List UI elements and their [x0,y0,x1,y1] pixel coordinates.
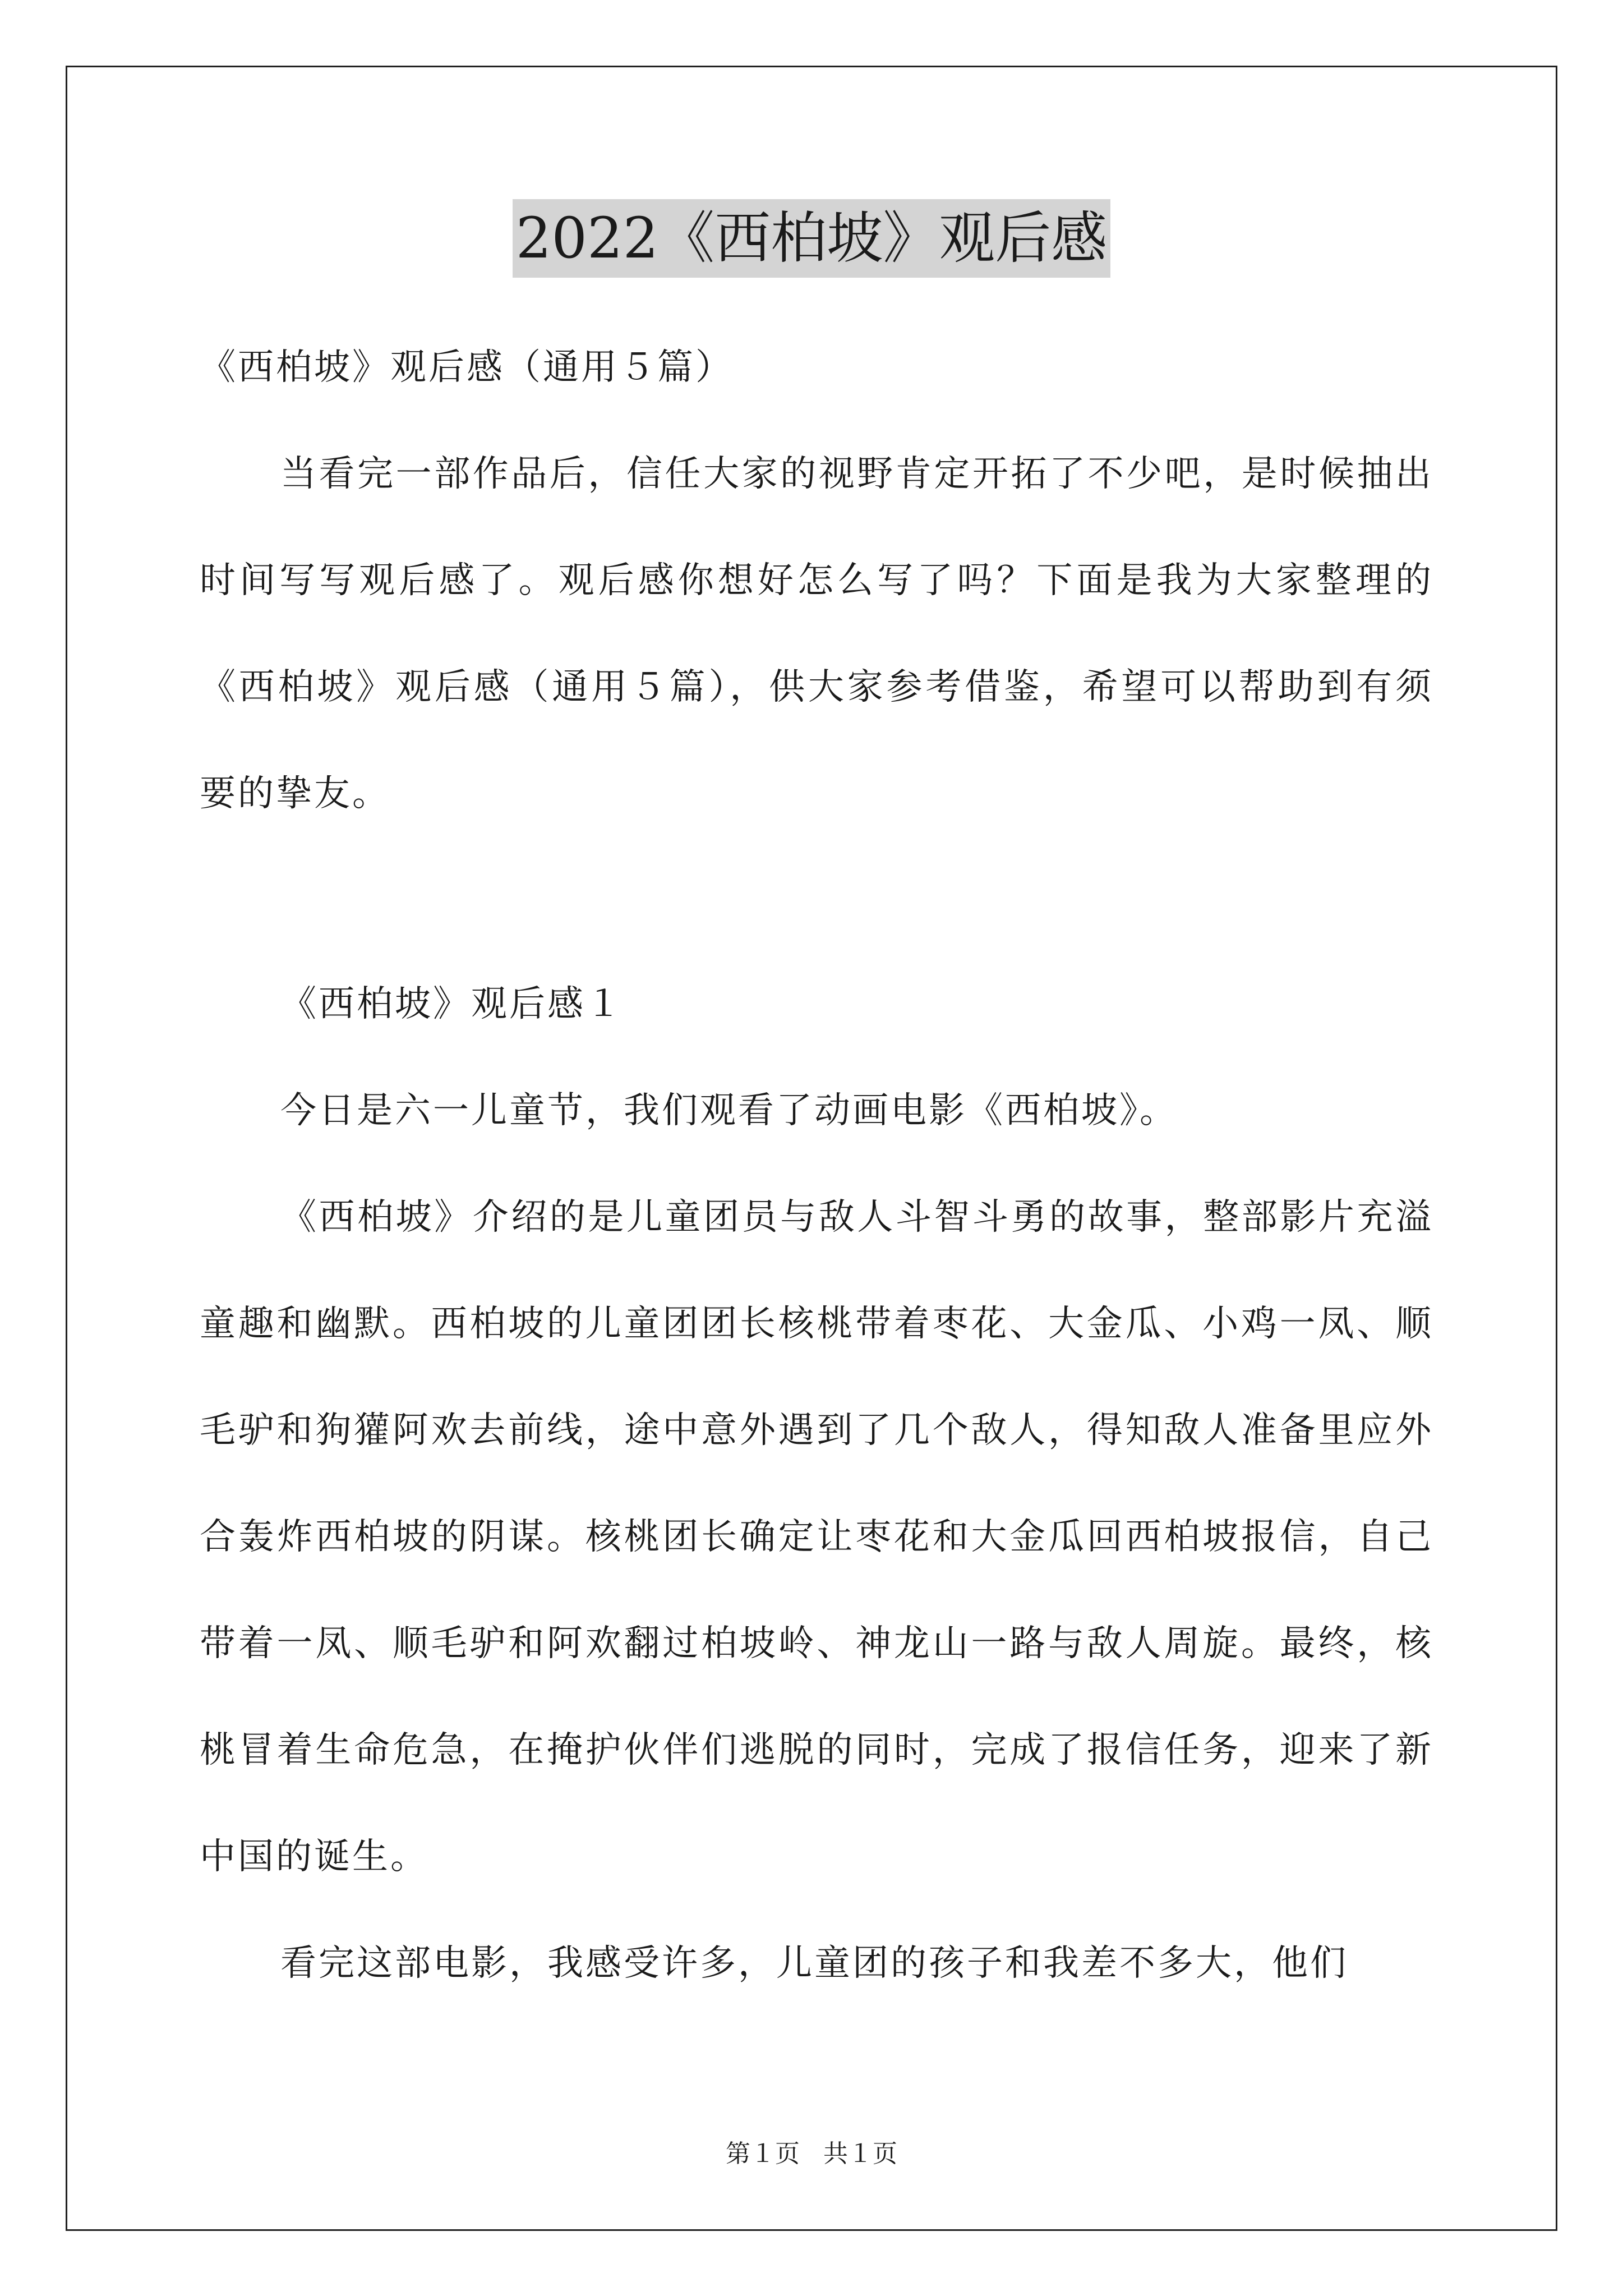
page-number: 第１页 [726,2139,800,2168]
body-paragraph-1: 今日是六一儿童节，我们观看了动画电影《西柏坡》。 [280,1090,1178,1131]
page-total: 共１页 [823,2139,897,2168]
document-body [200,314,1433,2017]
intro-paragraph: 当看完一部作品后，信任大家的视野肯定开拓了不少吧，是时候抽出时间写写观后感了。观后感你想好怎么写了吗？下面是我为大家整理的《西柏坡》观后感（通用５篇），供大家参考借鉴，希望可以帮助到有须要的挚友。 [200,453,1433,815]
subtitle: 《西柏坡》观后感（通用５篇） [200,347,734,388]
page-footer [0,2137,1623,2171]
body-paragraph-2: 《西柏坡》介绍的是儿童团员与敌人斗智斗勇的故事，整部影片充溢童趣和幽默。西柏坡的儿童团团长核桃带着枣花、大金瓜、小鸡一凤、顺毛驴和狗獾阿欢去前线，途中意外遇到了几个敌人，得知敌人准备里应外合轰炸西柏坡的阴谋。核桃团长确定让枣花和大金瓜回西柏坡报信，自己带着一凤、顺毛驴和阿欢翻过柏坡岭、神龙山一路与敌人周旋。最终，核桃冒着生命危急，在掩护伙伴们逃脱的同时，完成了报信任务，迎来了新中国的诞生。 [200,1197,1433,1878]
title-container [0,199,1623,278]
section-heading: 《西柏坡》观后感１ [280,983,624,1025]
document-title: 2022《西柏坡》观后感 [513,199,1111,278]
body-paragraph-3: 看完这部电影，我感受许多，儿童团的孩子和我差不多大，他们 [280,1943,1348,1984]
